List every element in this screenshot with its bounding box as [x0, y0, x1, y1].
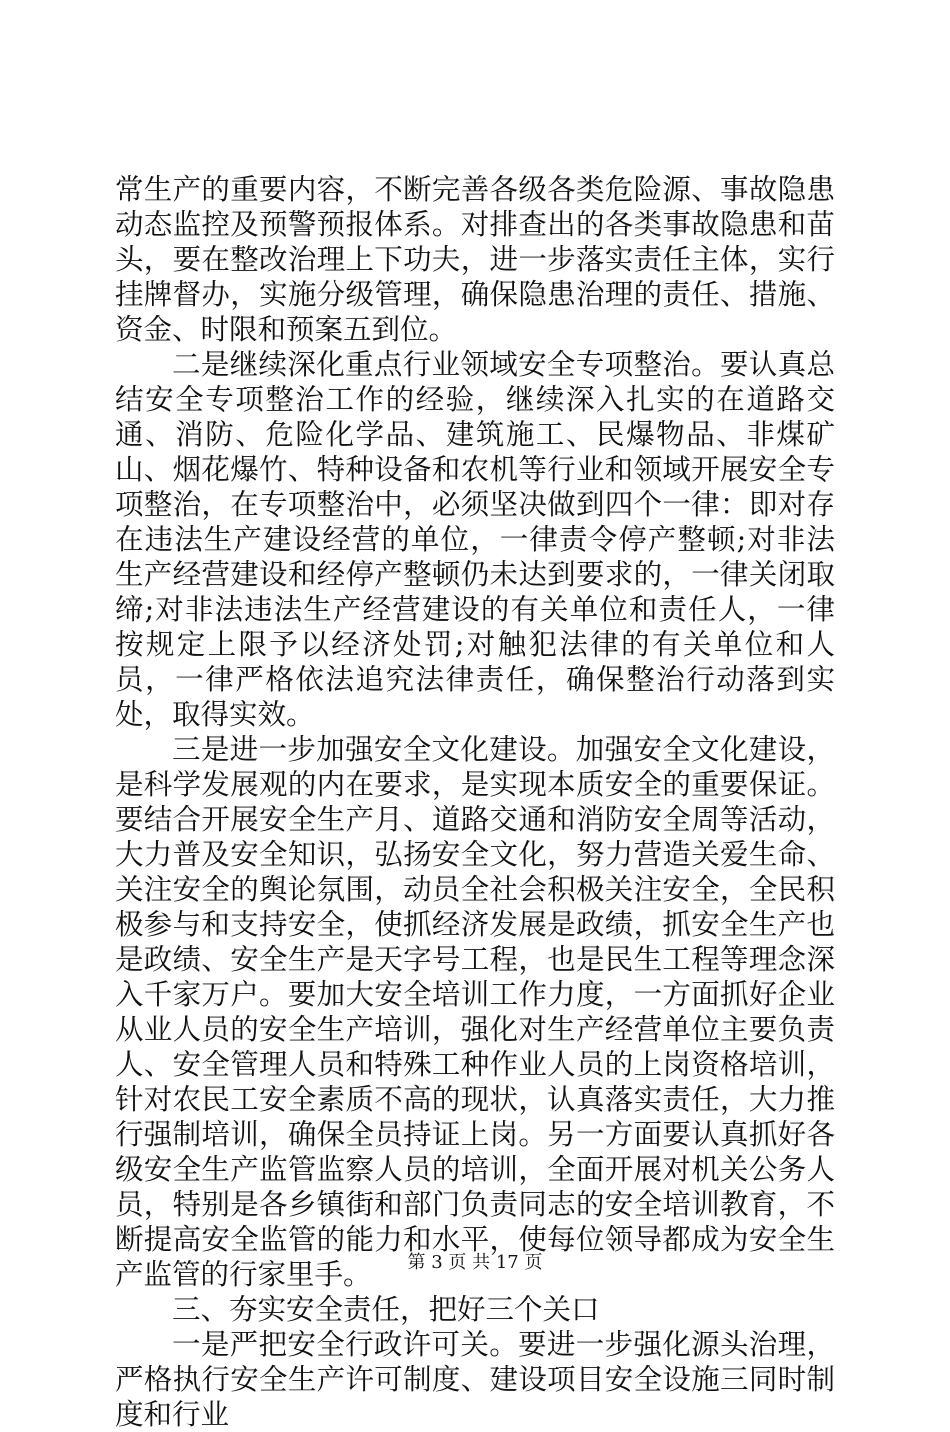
paragraph-2: 二是继续深化重点行业领域安全专项整治。要认真总结安全专项整治工作的经验，继续深入扎实的在道路交通、消防、危险化学品、建筑施工、民爆物品、非煤矿山、烟花爆竹、特种设备和农机等行业和领域开展安全专项整治，在专项整治中，必须坚决做到四个一律：即对存在违法生产建设经营的单位，一律责令停产整顿;对非法生产经营建设和经停产整顿仍未达到要求的，一律关闭取缔;对非法违法生产经营建设的有关单位和责任人，一律按规定上限予以经济处罚;对触犯法律的有关单位和人员，一律严格依法追究法律责任，确保整治行动落到实处，取得实效。: [115, 348, 835, 731]
paragraph-4: 一是严把安全行政许可关。要进一步强化源头治理，严格执行安全生产许可制度、建设项目安全设施三同时制度和行业: [115, 1328, 835, 1431]
section-heading: 三、夯实安全责任，把好三个关口: [172, 1293, 600, 1326]
paragraph-1: 常生产的重要内容，不断完善各级各类危险源、事故隐患动态监控及预警预报体系。对排查出的各类事故隐患和苗头，要在整改治理上下功夫，进一步落实责任主体，实行挂牌督办，实施分级管理，确保隐患治理的责任、措施、资金、时限和预案五到位。: [115, 173, 835, 346]
page-footer: 第 3 页 共 17 页: [407, 1252, 543, 1273]
paragraph-3: 三是进一步加强安全文化建设。加强安全文化建设，是科学发展观的内在要求，是实现本质安全的重要保证。要结合开展安全生产月、道路交通和消防安全周等活动，大力普及安全知识，弘扬安全文化，努力营造关爱生命、关注安全的舆论氛围，动员全社会积极关注安全，全民积极参与和支持安全，使抓经济发展是政绩，抓安全生产也是政绩、安全生产是天字号工程，也是民生工程等理念深入千家万户。要加大安全培训工作力度，一方面抓好企业从业人员的安全生产培训，强化对生产经营单位主要负责人、安全管理人员和特殊工种作业人员的上岗资格培训，针对农民工安全素质不高的现状，认真落实责任，大力推行强制培训，确保全员持证上岗。另一方面要认真抓好各级安全生产监管监察人员的培训，全面开展对机关公务人员，特别是各乡镇街和部门负责同志的安全培训教育，不断提高安全监管的能力和水平，使每位领导都成为安全生产监管的行家里手。: [115, 733, 835, 1291]
document-body: [115, 172, 835, 1432]
